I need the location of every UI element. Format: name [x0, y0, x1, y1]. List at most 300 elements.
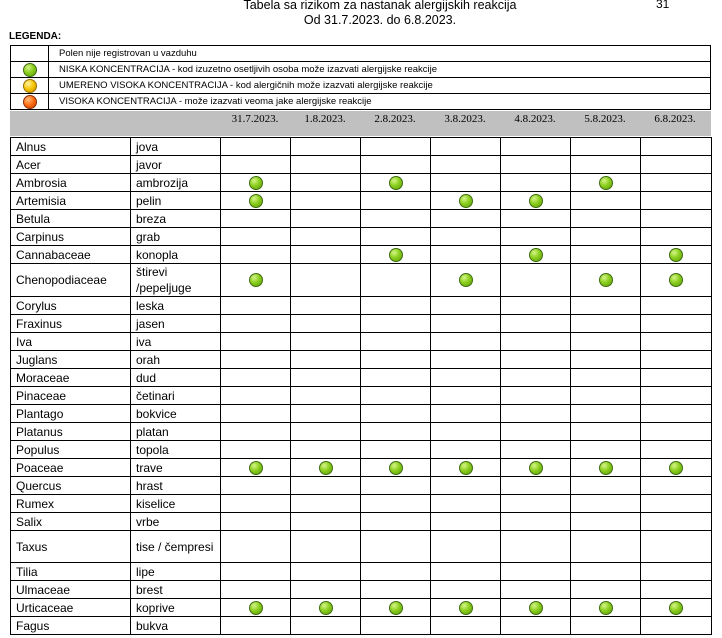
latin-name: Fraxinus — [11, 315, 131, 333]
level-cell — [431, 441, 501, 459]
green-dot-icon — [389, 176, 403, 190]
legend-text: UMERENO VISOKA KONCENTRACIJA - kod alergičnih može izazvati alergijske reakcije — [49, 78, 711, 94]
level-cell — [431, 477, 501, 495]
level-cell — [641, 192, 712, 210]
level-cell — [221, 513, 291, 531]
table-row — [11, 210, 712, 228]
table-row — [11, 138, 712, 156]
level-cell — [361, 513, 431, 531]
level-cell — [221, 477, 291, 495]
level-cell — [501, 563, 571, 581]
level-cell — [571, 369, 641, 387]
legend-text: VISOKA KONCENTRACIJA - može izazvati veoma jake alergijske reakcije — [49, 94, 711, 110]
table-row — [11, 174, 712, 192]
level-cell — [291, 513, 361, 531]
green-dot-icon — [599, 461, 613, 475]
level-cell — [641, 581, 712, 599]
local-name: jasen — [131, 315, 221, 333]
level-cell — [361, 495, 431, 513]
latin-name: Plantago — [11, 405, 131, 423]
level-cell — [641, 405, 712, 423]
level-cell — [571, 477, 641, 495]
level-cell — [291, 192, 361, 210]
level-cell — [641, 423, 712, 441]
latin-name: Fagus — [11, 617, 131, 635]
green-dot-icon — [459, 273, 473, 287]
table-row — [11, 297, 712, 315]
latin-name: Alnus — [11, 138, 131, 156]
level-cell — [291, 599, 361, 617]
level-cell — [431, 228, 501, 246]
green-dot-icon — [389, 461, 403, 475]
level-cell — [221, 228, 291, 246]
level-cell — [571, 387, 641, 405]
level-cell — [361, 581, 431, 599]
table-row — [11, 563, 712, 581]
local-name: jova — [131, 138, 221, 156]
latin-name: Betula — [11, 210, 131, 228]
level-cell — [571, 192, 641, 210]
level-cell — [221, 495, 291, 513]
local-name: grab — [131, 228, 221, 246]
table-row — [11, 264, 712, 297]
level-cell — [501, 315, 571, 333]
table-row — [11, 599, 712, 617]
latin-name: Cannabaceae — [11, 246, 131, 264]
table-row — [11, 423, 712, 441]
orange-dot-icon — [23, 95, 37, 109]
level-cell — [641, 531, 712, 563]
level-cell — [431, 405, 501, 423]
level-cell — [501, 441, 571, 459]
local-name: breza — [131, 210, 221, 228]
level-cell — [291, 423, 361, 441]
local-name: leska — [131, 297, 221, 315]
local-name: brest — [131, 581, 221, 599]
level-cell — [431, 599, 501, 617]
level-cell — [501, 297, 571, 315]
level-cell — [641, 459, 712, 477]
local-name: platan — [131, 423, 221, 441]
level-cell — [291, 405, 361, 423]
local-name: četinari — [131, 387, 221, 405]
level-cell — [221, 405, 291, 423]
level-cell — [361, 563, 431, 581]
table-row — [11, 333, 712, 351]
green-dot-icon — [389, 601, 403, 615]
legend-text: NISKA KONCENTRACIJA - kod izuzetno osetljivih osoba može izazvati alergijske reakcije — [49, 62, 711, 78]
level-cell — [361, 174, 431, 192]
local-name: kiselice — [131, 495, 221, 513]
yellow-dot-icon — [23, 79, 37, 93]
level-cell — [501, 617, 571, 635]
level-cell — [361, 369, 431, 387]
level-cell — [571, 174, 641, 192]
level-cell — [291, 563, 361, 581]
level-cell — [571, 459, 641, 477]
level-cell — [361, 405, 431, 423]
level-cell — [501, 210, 571, 228]
level-cell — [641, 477, 712, 495]
table-row — [11, 617, 712, 635]
date-header: 4.8.2023. — [514, 113, 556, 125]
level-cell — [501, 138, 571, 156]
level-cell — [571, 351, 641, 369]
green-dot-icon — [459, 601, 473, 615]
latin-name: Taxus — [11, 531, 131, 563]
level-cell — [571, 531, 641, 563]
level-cell — [431, 333, 501, 351]
level-cell — [571, 495, 641, 513]
table-row — [11, 192, 712, 210]
level-cell — [431, 192, 501, 210]
legend-row — [11, 94, 711, 110]
level-cell — [291, 441, 361, 459]
level-cell — [361, 441, 431, 459]
table-row — [11, 228, 712, 246]
level-cell — [221, 333, 291, 351]
table-row — [11, 513, 712, 531]
legend-icon-cell — [11, 62, 49, 78]
legend-icon-cell — [11, 46, 49, 62]
date-header: 5.8.2023. — [584, 113, 626, 125]
level-cell — [501, 387, 571, 405]
local-name: orah — [131, 351, 221, 369]
level-cell — [641, 563, 712, 581]
local-name: pelin — [131, 192, 221, 210]
level-cell — [641, 617, 712, 635]
local-name: tise / čempresi — [131, 531, 221, 563]
level-cell — [431, 210, 501, 228]
legend-row — [11, 62, 711, 78]
local-name: ambrozija — [131, 174, 221, 192]
level-cell — [431, 315, 501, 333]
local-name: topola — [131, 441, 221, 459]
level-cell — [221, 563, 291, 581]
table-row — [11, 315, 712, 333]
level-cell — [431, 581, 501, 599]
level-cell — [221, 459, 291, 477]
level-cell — [501, 174, 571, 192]
level-cell — [361, 477, 431, 495]
latin-name: Populus — [11, 441, 131, 459]
green-dot-icon — [319, 601, 333, 615]
level-cell — [641, 441, 712, 459]
latin-name: Rumex — [11, 495, 131, 513]
local-name: vrbe — [131, 513, 221, 531]
level-cell — [361, 315, 431, 333]
level-cell — [291, 297, 361, 315]
level-cell — [221, 297, 291, 315]
level-cell — [361, 192, 431, 210]
level-cell — [221, 210, 291, 228]
green-dot-icon — [529, 601, 543, 615]
latin-name: Pinaceae — [11, 387, 131, 405]
legend-heading: LEGENDA: — [9, 31, 62, 42]
page-number: 31 — [656, 0, 670, 11]
local-name: konopla — [131, 246, 221, 264]
green-dot-icon — [319, 461, 333, 475]
pollen-table — [10, 137, 712, 635]
level-cell — [641, 138, 712, 156]
level-cell — [641, 210, 712, 228]
level-cell — [221, 156, 291, 174]
level-cell — [361, 138, 431, 156]
level-cell — [291, 617, 361, 635]
latin-name: Ambrosia — [11, 174, 131, 192]
level-cell — [221, 441, 291, 459]
level-cell — [431, 138, 501, 156]
level-cell — [361, 246, 431, 264]
green-dot-icon — [249, 176, 263, 190]
green-dot-icon — [599, 601, 613, 615]
green-dot-icon — [669, 273, 683, 287]
level-cell — [501, 477, 571, 495]
local-name: bokvice — [131, 405, 221, 423]
green-dot-icon — [669, 248, 683, 262]
level-cell — [361, 459, 431, 477]
level-cell — [641, 387, 712, 405]
green-dot-icon — [249, 273, 263, 287]
local-name: štirevi /pepeljuge — [131, 264, 221, 297]
latin-name: Corylus — [11, 297, 131, 315]
level-cell — [361, 617, 431, 635]
legend-icon-cell — [11, 78, 49, 94]
table-row — [11, 387, 712, 405]
latin-name: Salix — [11, 513, 131, 531]
level-cell — [221, 387, 291, 405]
level-cell — [641, 369, 712, 387]
level-cell — [431, 156, 501, 174]
green-dot-icon — [389, 248, 403, 262]
table-row — [11, 477, 712, 495]
table-row — [11, 441, 712, 459]
level-cell — [641, 315, 712, 333]
level-cell — [431, 495, 501, 513]
level-cell — [361, 387, 431, 405]
green-dot-icon — [459, 194, 473, 208]
level-cell — [501, 351, 571, 369]
level-cell — [501, 246, 571, 264]
latin-name: Artemisia — [11, 192, 131, 210]
level-cell — [361, 333, 431, 351]
level-cell — [221, 246, 291, 264]
table-row — [11, 495, 712, 513]
level-cell — [431, 246, 501, 264]
date-header: 3.8.2023. — [444, 113, 486, 125]
level-cell — [571, 264, 641, 297]
green-dot-icon — [23, 63, 37, 77]
level-cell — [431, 369, 501, 387]
level-cell — [361, 599, 431, 617]
level-cell — [571, 297, 641, 315]
latin-name: Platanus — [11, 423, 131, 441]
title-line-1: Tabela sa rizikom za nastanak alergijskih reakcija — [243, 0, 517, 12]
green-dot-icon — [459, 461, 473, 475]
level-cell — [221, 138, 291, 156]
legend-row — [11, 78, 711, 94]
level-cell — [221, 423, 291, 441]
level-cell — [361, 531, 431, 563]
level-cell — [571, 333, 641, 351]
level-cell — [501, 581, 571, 599]
level-cell — [501, 599, 571, 617]
level-cell — [501, 405, 571, 423]
green-dot-icon — [529, 461, 543, 475]
level-cell — [361, 297, 431, 315]
legend-row — [11, 46, 711, 62]
level-cell — [361, 210, 431, 228]
level-cell — [291, 174, 361, 192]
latin-name: Carpinus — [11, 228, 131, 246]
level-cell — [431, 264, 501, 297]
level-cell — [571, 617, 641, 635]
level-cell — [431, 531, 501, 563]
level-cell — [641, 246, 712, 264]
local-name: javor — [131, 156, 221, 174]
level-cell — [361, 423, 431, 441]
level-cell — [291, 581, 361, 599]
green-dot-icon — [669, 601, 683, 615]
level-cell — [641, 495, 712, 513]
latin-name: Acer — [11, 156, 131, 174]
level-cell — [501, 228, 571, 246]
level-cell — [431, 387, 501, 405]
level-cell — [291, 210, 361, 228]
level-cell — [571, 599, 641, 617]
latin-name: Chenopodiaceae — [11, 264, 131, 297]
level-cell — [221, 531, 291, 563]
local-name: trave — [131, 459, 221, 477]
level-cell — [431, 423, 501, 441]
level-cell — [291, 333, 361, 351]
legend-table — [10, 45, 711, 110]
table-row — [11, 531, 712, 563]
level-cell — [501, 369, 571, 387]
date-header: 2.8.2023. — [374, 113, 416, 125]
level-cell — [291, 315, 361, 333]
level-cell — [641, 156, 712, 174]
table-row — [11, 246, 712, 264]
green-dot-icon — [249, 601, 263, 615]
level-cell — [431, 563, 501, 581]
level-cell — [221, 369, 291, 387]
latin-name: Iva — [11, 333, 131, 351]
local-name: dud — [131, 369, 221, 387]
level-cell — [501, 459, 571, 477]
level-cell — [641, 174, 712, 192]
date-header: 6.8.2023. — [654, 113, 696, 125]
level-cell — [431, 617, 501, 635]
level-cell — [571, 138, 641, 156]
title-line-2: Od 31.7.2023. do 6.8.2023. — [303, 13, 457, 27]
level-cell — [571, 246, 641, 264]
green-dot-icon — [249, 194, 263, 208]
green-dot-icon — [529, 248, 543, 262]
level-cell — [221, 264, 291, 297]
green-dot-icon — [669, 461, 683, 475]
level-cell — [361, 156, 431, 174]
level-cell — [431, 459, 501, 477]
table-row — [11, 405, 712, 423]
level-cell — [641, 297, 712, 315]
green-dot-icon — [529, 194, 543, 208]
local-name: bukva — [131, 617, 221, 635]
latin-name: Tilia — [11, 563, 131, 581]
level-cell — [501, 156, 571, 174]
level-cell — [571, 156, 641, 174]
table-row — [11, 581, 712, 599]
level-cell — [361, 228, 431, 246]
level-cell — [571, 563, 641, 581]
level-cell — [571, 513, 641, 531]
level-cell — [291, 387, 361, 405]
level-cell — [221, 617, 291, 635]
legend-text: Polen nije registrovan u vazduhu — [49, 46, 711, 62]
level-cell — [641, 333, 712, 351]
level-cell — [431, 513, 501, 531]
level-cell — [431, 174, 501, 192]
local-name: hrast — [131, 477, 221, 495]
level-cell — [291, 138, 361, 156]
level-cell — [641, 599, 712, 617]
level-cell — [571, 423, 641, 441]
table-row — [11, 369, 712, 387]
level-cell — [641, 264, 712, 297]
level-cell — [501, 423, 571, 441]
date-header: 31.7.2023. — [231, 113, 279, 125]
level-cell — [571, 228, 641, 246]
level-cell — [501, 264, 571, 297]
level-cell — [431, 297, 501, 315]
level-cell — [291, 531, 361, 563]
level-cell — [291, 495, 361, 513]
level-cell — [431, 351, 501, 369]
green-dot-icon — [599, 273, 613, 287]
level-cell — [221, 599, 291, 617]
latin-name: Urticaceae — [11, 599, 131, 617]
level-cell — [291, 369, 361, 387]
level-cell — [291, 246, 361, 264]
latin-name: Poaceae — [11, 459, 131, 477]
level-cell — [571, 581, 641, 599]
level-cell — [361, 351, 431, 369]
date-header: 1.8.2023. — [304, 113, 346, 125]
latin-name: Moraceae — [11, 369, 131, 387]
level-cell — [291, 264, 361, 297]
level-cell — [501, 513, 571, 531]
level-cell — [221, 315, 291, 333]
level-cell — [501, 192, 571, 210]
level-cell — [291, 459, 361, 477]
latin-name: Ulmaceae — [11, 581, 131, 599]
level-cell — [221, 351, 291, 369]
local-name: lipe — [131, 563, 221, 581]
latin-name: Quercus — [11, 477, 131, 495]
level-cell — [641, 228, 712, 246]
level-cell — [221, 192, 291, 210]
level-cell — [571, 210, 641, 228]
level-cell — [641, 351, 712, 369]
level-cell — [571, 441, 641, 459]
level-cell — [291, 351, 361, 369]
legend-icon-cell — [11, 94, 49, 110]
document-title — [200, 0, 560, 28]
green-dot-icon — [249, 461, 263, 475]
date-header-row — [10, 111, 711, 136]
level-cell — [571, 405, 641, 423]
table-row — [11, 351, 712, 369]
